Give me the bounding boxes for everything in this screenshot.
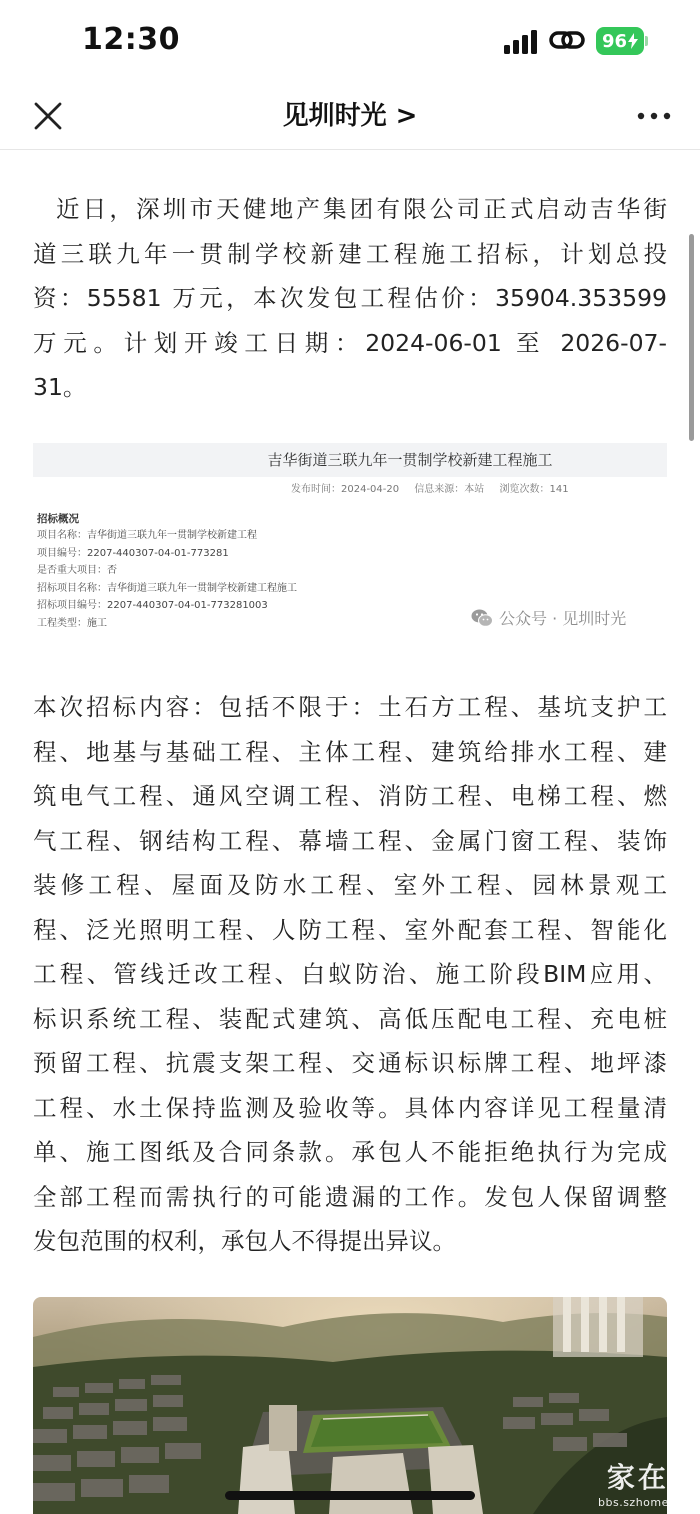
paragraph-line: 道三联九年一贯制学校新建工程施工招标，计划总投 bbox=[33, 239, 667, 268]
paragraph-line: 标识系统工程、装配式建筑、高低压配电工程、充电桩 bbox=[33, 1004, 667, 1033]
battery-indicator bbox=[596, 27, 644, 55]
paragraph-line: 发包范围的权利，承包人不得提出异议。 bbox=[33, 1227, 456, 1255]
bid-info-label: 项目编号： bbox=[37, 547, 87, 559]
bid-info-value: 施工 bbox=[87, 617, 107, 629]
watermark-text: 公众号 · 见圳时光 bbox=[499, 609, 627, 628]
bid-views: 浏览次数：141 bbox=[499, 484, 569, 495]
scrollbar-thumb[interactable] bbox=[689, 234, 694, 441]
bid-info-label: 是否重大项目： bbox=[37, 565, 107, 576]
paragraph-line: 预留工程、抗震支架工程、交通标识标牌工程、地坪漆 bbox=[33, 1049, 667, 1077]
paragraph-line: 程、地基与基础工程、主体工程、建筑给排水工程、建 bbox=[33, 737, 667, 766]
article-paragraph-intro bbox=[33, 187, 667, 410]
charging-bolt-icon bbox=[628, 33, 638, 49]
bid-info-label: 招标项目名称： bbox=[37, 582, 107, 594]
paragraph-line: 本次招标内容：包括不限于：土石方工程、基坑支护工 bbox=[33, 693, 667, 721]
bid-info-label: 工程类型： bbox=[37, 617, 87, 629]
bid-notice-image[interactable] bbox=[33, 443, 667, 648]
bid-info-value: 吉华街道三联九年一贯制学校新建工程 bbox=[87, 530, 257, 541]
paragraph-line: 全部工程而需执行的可能遗漏的工作。发包人保留调整 bbox=[33, 1182, 667, 1211]
paragraph-line: 31。 bbox=[33, 373, 87, 401]
bid-publish-time: 发布时间：2024-04-20 bbox=[291, 484, 400, 495]
bid-section-title: 招标概况 bbox=[37, 513, 79, 525]
bid-info-value: 吉华街道三联九年一贯制学校新建工程施工 bbox=[107, 582, 297, 594]
site-watermark-domain: bbs.szhome bbox=[598, 1496, 669, 1509]
battery-tip bbox=[645, 36, 648, 46]
account-title-link[interactable]: 见圳时光 > bbox=[282, 101, 418, 131]
bid-notice-meta bbox=[33, 480, 667, 495]
paragraph-line: 气工程、钢结构工程、幕墙工程、金属门窗工程、装饰 bbox=[33, 826, 667, 855]
paragraph-line: 近日，深圳市天健地产集团有限公司正式启动吉华街 bbox=[56, 195, 667, 223]
paragraph-line: 单、施工图纸及合同条款。承包人不能拒绝执行为完成 bbox=[33, 1138, 667, 1166]
battery-level: 96 bbox=[601, 30, 628, 52]
paragraph-line: 装修工程、屋面及防水工程、室外工程、园林景观工 bbox=[33, 871, 667, 899]
site-watermark bbox=[598, 1456, 669, 1509]
status-time: 12:30 bbox=[82, 22, 180, 57]
paragraph-line: 工程、水土保持监测及验收等。具体内容详见工程量清 bbox=[33, 1093, 667, 1122]
paragraph-line: 程、泛光照明工程、人防工程、室外配套工程、智能化 bbox=[33, 915, 667, 944]
bid-info-label: 项目名称： bbox=[37, 530, 87, 541]
home-indicator[interactable] bbox=[225, 1491, 475, 1500]
bid-info-value: 2207-440307-04-01-773281 bbox=[87, 547, 229, 559]
school-rendering-image[interactable] bbox=[33, 1297, 667, 1514]
link-icon bbox=[549, 28, 585, 52]
bid-info-value: 否 bbox=[107, 565, 117, 576]
account-watermark bbox=[471, 606, 626, 629]
status-bar bbox=[0, 0, 700, 82]
article-paragraph-scope bbox=[33, 685, 667, 1264]
paragraph-line: 资：55581 万元，本次发包工程估价：35904.353599 bbox=[33, 284, 667, 312]
paragraph-line: 万元。计划开竣工日期：2024-06-01 至 2026-07- bbox=[33, 328, 667, 357]
signal-bars-icon bbox=[504, 30, 540, 54]
nav-bar bbox=[0, 82, 700, 150]
wechat-icon bbox=[471, 609, 493, 627]
more-icon[interactable] bbox=[632, 98, 676, 134]
paragraph-line: 工程、管线迁改工程、白蚁防治、施工阶段BIM应用、 bbox=[33, 960, 667, 988]
bid-info-label: 招标项目编号： bbox=[37, 600, 107, 611]
bid-source: 信息来源：本站 bbox=[414, 484, 485, 495]
bid-info-value: 2207-440307-04-01-773281003 bbox=[107, 600, 268, 611]
paragraph-line: 筑电气工程、通风空调工程、消防工程、电梯工程、燃 bbox=[33, 782, 667, 810]
site-watermark-name: 家在 bbox=[606, 1461, 669, 1494]
bid-notice-title: 吉华街道三联九年一贯制学校新建工程施工 bbox=[33, 443, 667, 477]
